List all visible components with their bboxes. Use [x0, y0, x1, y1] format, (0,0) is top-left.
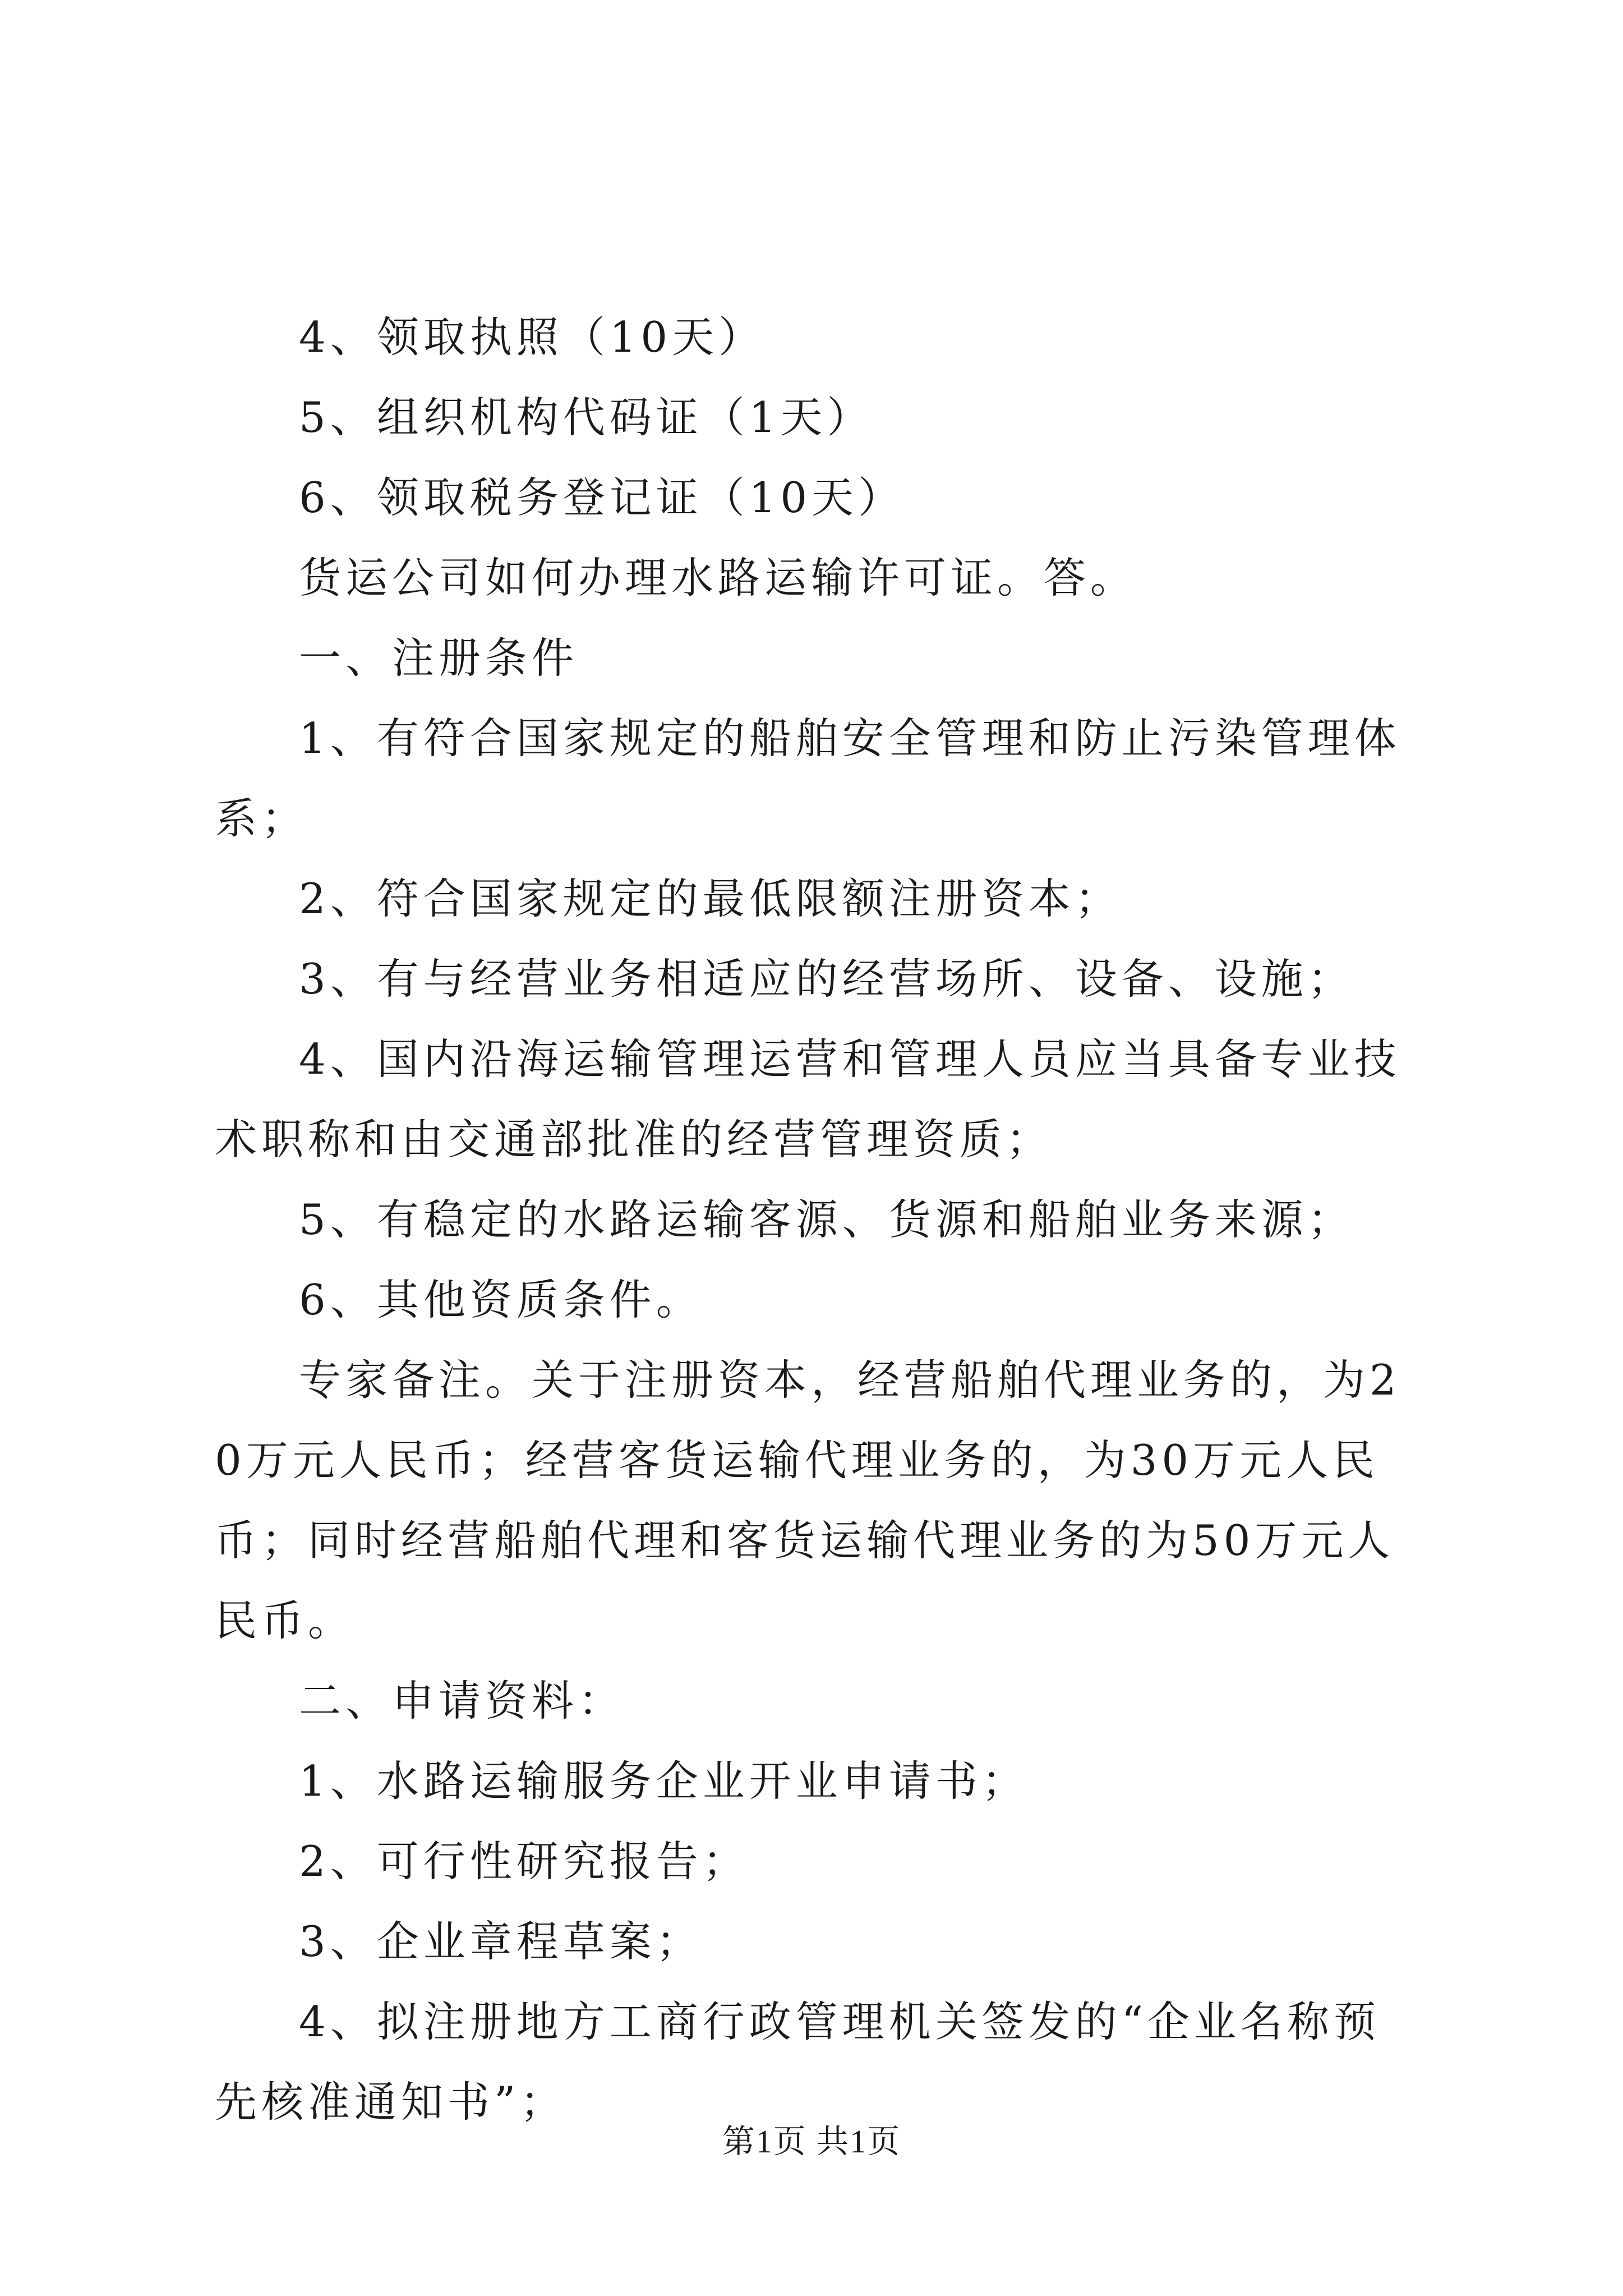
- paragraph: 5、有稳定的水路运输客源、货源和船舶业务来源；: [299, 1195, 1354, 1244]
- paragraph: 4、国内沿海运输管理运营和管理人员应当具备专业技术职称和由交通部批准的经营管理资质；: [215, 1034, 1401, 1164]
- paragraph: 专家备注。关于注册资本，经营船舶代理业务的，为20万元人民币；经营客货运输代理业务的，为30万元人民币；同时经营船舶代理和客货运输代理业务的为50万元人民币。: [215, 1355, 1401, 1645]
- paragraph: 货运公司如何办理水路运输许可证。答。: [299, 553, 1137, 602]
- paragraph: 6、其他资质条件。: [299, 1275, 703, 1324]
- paragraph: 2、符合国家规定的最低限额注册资本；: [299, 874, 1122, 923]
- paragraph: 3、有与经营业务相适应的经营场所、设备、设施；: [299, 954, 1354, 1004]
- section-heading: 二、申请资料：: [299, 1676, 625, 1726]
- paragraph: 3、企业章程草案；: [299, 1917, 703, 1966]
- paragraph: 1、水路运输服务企业开业申请书；: [299, 1756, 1029, 1806]
- paragraph: 6、领取税务登记证（10天）: [299, 473, 905, 522]
- paragraph: 1、有符合国家规定的船舶安全管理和防止污染管理体系；: [215, 714, 1401, 843]
- document-body: [215, 297, 1421, 2142]
- paragraph: 2、可行性研究报告；: [299, 1837, 749, 1886]
- paragraph: 5、组织机构代码证（1天）: [299, 393, 874, 442]
- paragraph: 4、拟注册地方工商行政管理机关签发的“企业名称预先核准通知书”；: [215, 1997, 1381, 2127]
- page-number-footer: 第1页 共1页: [722, 2123, 901, 2160]
- section-heading: 一、注册条件: [299, 633, 579, 683]
- paragraph: 4、领取执照（10天）: [299, 312, 766, 362]
